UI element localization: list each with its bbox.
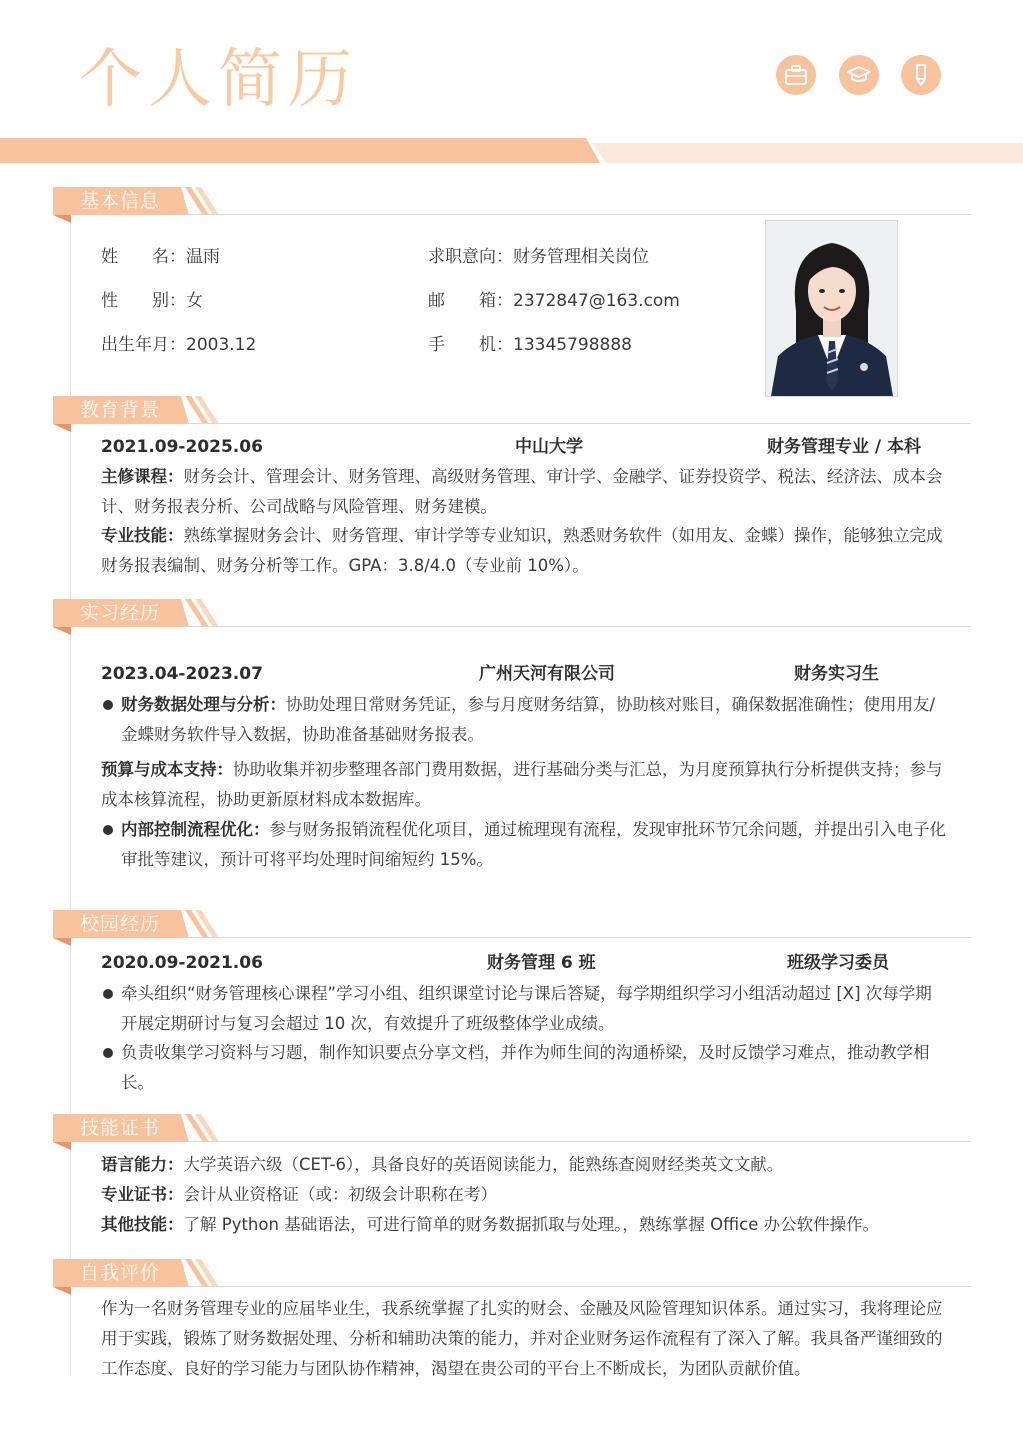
header-stripe-light [592, 143, 1023, 163]
info-intent: 求职意向：财务管理相关岗位 [428, 247, 649, 267]
info-name: 姓 名：温雨 [101, 247, 220, 267]
bullet-icon [103, 1048, 113, 1058]
section-title: 基本信息 [80, 190, 161, 212]
section-deco-icon [181, 910, 223, 938]
bullet-icon [103, 989, 113, 999]
info-gender: 性 别：女 [101, 291, 203, 311]
resume-title: 个人简历 [78, 43, 358, 117]
skill-language: 语言能力：大学英语六级（CET-6），具备良好的英语阅读能力，能熟练查阅财经类英文文献。 [101, 1155, 784, 1174]
education-header-row [101, 434, 946, 460]
internship-item: 预算与成本支持：协助收集并初步整理各部门费用数据，进行基础分类与汇总，为月度预算执行分析提供支持；参与成本核算流程，协助更新原材料成本数据库。 [101, 760, 943, 809]
section-deco-icon [181, 396, 223, 424]
section-skills [53, 1114, 971, 1154]
bullet-icon [103, 700, 113, 710]
campus-header-row [101, 950, 946, 976]
section-internship [53, 599, 971, 639]
pen-icon [901, 55, 941, 95]
education-courses: 主修课程：财务会计、管理会计、财务管理、高级财务管理、审计学、金融学、证券投资学、税法、经济法、成本会计、财务报表分析、公司战略与风险管理、财务建模。 [101, 467, 943, 516]
header-stripe [0, 138, 600, 163]
internship-item: 财务数据处理与分析：协助处理日常财务凭证，参与月度财务结算，协助核对账目，确保数据准确性；使用用友/金蝶财务软件导入数据，协助准备基础财务报表。 [101, 690, 947, 750]
section-deco-icon [181, 599, 223, 627]
profile-photo [765, 220, 898, 397]
internship-role: 财务实习生 [794, 664, 879, 684]
skill-other: 其他技能：了解 Python 基础语法，可进行简单的财务数据抓取与处理。，熟练掌握 Office 办公软件操作。 [101, 1215, 880, 1234]
campus-role: 班级学习委员 [787, 953, 889, 973]
section-title: 实习经历 [80, 602, 161, 624]
briefcase-icon [776, 55, 816, 95]
internship-header-row [101, 661, 946, 687]
timeline-line [70, 205, 71, 1375]
section-deco-icon [181, 1259, 223, 1287]
skill-certificate: 专业证书：会计从业资格证（或：初级会计职称在考） [101, 1185, 497, 1204]
section-title: 教育背景 [80, 399, 161, 421]
section-self-eval [53, 1259, 971, 1299]
campus-item: 牵头组织“财务管理核心课程”学习小组、组织课堂讨论与课后答疑，每学期组织学习小组活动超过 [X] 次每学期开展定期研讨与复习会超过 10 次，有效提升了班级整体学业成绩。 [101, 979, 947, 1039]
info-phone: 手 机：13345798888 [428, 335, 632, 355]
info-email: 邮 箱：2372847@163.com [428, 291, 680, 311]
bullet-icon [103, 825, 113, 835]
internship-period: 2023.04-2023.07 [101, 664, 263, 684]
section-deco-icon [181, 187, 223, 215]
section-education [53, 396, 971, 436]
internship-item: 内部控制流程优化：参与财务报销流程优化项目，通过梳理现有流程，发现审批环节冗余问题，并提出引入电子化审批等建议，预计可将平均处理时间缩短约 15%。 [101, 815, 947, 875]
education-school: 中山大学 [515, 437, 583, 457]
info-birth: 出生年月：2003.12 [101, 335, 257, 355]
self-eval-text: 作为一名财务管理专业的应届毕业生，我系统掌握了扎实的财会、金融及风险管理知识体系。通过实习，我将理论应用于实践，锻炼了财务数据处理、分析和辅助决策的能力，并对企业财务运作流程有了深入了解。我具备严谨细致的工作态度、良好的学习能力与团队协作精神，渴望在贵公司的平台上不断成长，为团队贡献价值。 [101, 1299, 943, 1378]
education-period: 2021.09-2025.06 [101, 437, 263, 457]
campus-org: 财务管理 6 班 [487, 953, 596, 973]
section-title: 自我评价 [80, 1262, 161, 1284]
campus-item: 负责收集学习资料与习题，制作知识要点分享文档，并作为师生间的沟通桥梁，及时反馈学习难点，推动教学相长。 [101, 1038, 947, 1098]
education-skills: 专业技能：熟练掌握财务会计、财务管理、审计学等专业知识，熟悉财务软件（如用友、金蝶）操作，能够独立完成财务报表编制、财务分析等工作。GPA：3.8/4.0（专业前 10%）。 [101, 526, 943, 575]
section-title: 校园经历 [80, 913, 161, 935]
internship-company: 广州天河有限公司 [479, 664, 615, 684]
section-deco-icon [181, 1114, 223, 1142]
campus-period: 2020.09-2021.06 [101, 953, 263, 973]
section-campus [53, 910, 971, 950]
education-major: 财务管理专业 / 本科 [767, 437, 922, 457]
graduation-cap-icon [839, 55, 879, 95]
section-title: 技能证书 [80, 1117, 161, 1139]
